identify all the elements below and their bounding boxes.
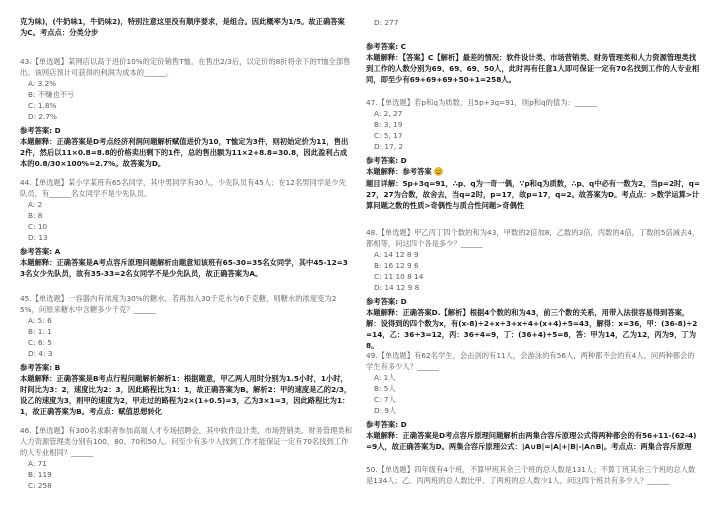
- option-text: 16 12 9 6: [383, 261, 419, 270]
- explanation: [20, 136, 352, 169]
- option-text: 17, 2: [384, 142, 403, 151]
- option-text: 1: 1: [37, 327, 52, 336]
- question-stem: [20, 177, 352, 199]
- answer-value: A: [54, 247, 61, 256]
- option-b: [366, 119, 700, 130]
- question-type-tag: 【单选题】: [31, 294, 69, 303]
- question-stem: [366, 464, 700, 486]
- option-text: 14 12 9 8: [384, 283, 420, 292]
- option-text: 4: 3: [38, 349, 53, 358]
- explanation: [20, 257, 352, 279]
- explanation-text: 正确答案是A考点容斥原理问题解析由题意知该班有65-30=35名女同学，其中45-12=33名女少先队员，故有35-33=2名女同学不是少先队员，故正确答案为A。: [20, 258, 348, 278]
- answer-value: D: [400, 297, 407, 306]
- explanation-text: 参考答案: [402, 167, 432, 176]
- option-text: 不赚也不亏: [37, 90, 75, 99]
- option-text: 9人: [384, 406, 397, 415]
- option-key: B:: [374, 261, 382, 270]
- option-key: C:: [28, 101, 36, 110]
- option-b: [20, 210, 352, 221]
- option-key: A:: [374, 109, 382, 118]
- option-c: [20, 480, 352, 491]
- explanation-label: 本题解释：: [20, 258, 57, 267]
- question-type-tag: 【单选题】: [377, 351, 415, 360]
- option-key: A:: [28, 79, 36, 88]
- question-text: 四年级有4个班，不算甲班其余三个班的总人数是131人；不算丁班其余三个班的总人数是134人；乙、丙两班的总人数比甲、丁两班的总人数少1人，问这四个班共有多少人？______: [366, 465, 696, 485]
- question-46: [20, 425, 352, 491]
- option-b: [20, 469, 352, 480]
- question-stem: [366, 350, 700, 372]
- explanation: [366, 166, 700, 178]
- question-47: [366, 97, 700, 211]
- option-key: A:: [374, 373, 382, 382]
- option-text: 258: [37, 481, 52, 490]
- option-key: B:: [28, 470, 36, 479]
- option-key: A:: [28, 459, 36, 468]
- question-text: 一容器内有浓度为30%的糖水，若再加入30千克水与6千克糖，则糖水的浓度变为25%，问原来糖水中含糖多少千克？______: [20, 294, 337, 314]
- question-number: 46.: [20, 426, 32, 435]
- question-text: 某小学某班有65名同学，其中男同学有30人，少先队员有45人；在12名男同学是少先队员，有______名女同学不是少先队员。: [20, 178, 347, 198]
- option-text: 2.7%: [38, 112, 57, 121]
- option-key: C:: [374, 395, 382, 404]
- question-46-answer: [366, 38, 700, 85]
- option-text: 1.8%: [37, 101, 57, 110]
- option-text: 1人: [383, 373, 396, 382]
- option-text: 10: [37, 222, 48, 231]
- option-b: [20, 89, 352, 100]
- option-key: A:: [374, 250, 382, 259]
- question-number: 50.: [366, 465, 378, 474]
- option-text: 3, 19: [383, 120, 403, 129]
- answer-line: [20, 125, 352, 136]
- option-a: [20, 78, 352, 89]
- explanation-label: 本题解释：: [366, 431, 403, 440]
- question-type-tag: 【单选题】: [31, 178, 69, 187]
- option-d: [20, 111, 352, 122]
- question-type-tag: 【单选题】: [377, 228, 415, 237]
- option-a: [366, 372, 700, 383]
- left-column: [20, 0, 352, 508]
- question-number: 45.: [20, 294, 32, 303]
- answer-line: [20, 362, 352, 373]
- question-50: [366, 464, 700, 486]
- smiley-icon: [434, 167, 443, 176]
- question-49: [366, 350, 700, 452]
- option-d: [20, 232, 352, 243]
- answer-value: B: [54, 363, 61, 372]
- explanation-label: 本题解释：: [20, 374, 57, 383]
- option-d: [366, 141, 700, 152]
- explanation: [366, 307, 700, 351]
- explanation-text: 正确答案D.【解析】根据4个数的和为43，前三个数的关系，用带入法很容易得到答案，解：设得到的四个数为x，有(x-8)÷2+x÷3+x÷4+(x+4)÷5=43，解得：x=36，甲：(36-8)÷2=14，乙：36÷3=12，丙：36÷4=9，丁：(36+4)÷5=8，答：甲为14，乙为12，丙为9，丁为8。: [366, 308, 698, 350]
- question-text: 有300名求职者参加高端人才专场招聘会，其中软件设计类、市场营销类、财务管理类和人力资源管理类分别有100、80、70和50人。问至少有多少人找到工作才能保证一定有70名找到工作的人专业相同？______: [20, 426, 352, 457]
- option-key: B:: [28, 90, 36, 99]
- answer-line: [366, 41, 700, 52]
- question-type-tag: 【单选题】: [377, 98, 415, 107]
- answer-value: D: [400, 156, 407, 165]
- question-text: 有62名学生，会击剑的有11人，会游泳的有56人，两种都不会的有4人，问两种都会的学生有多少人？______: [366, 351, 695, 371]
- option-c: [366, 130, 700, 141]
- answer-line: [366, 155, 700, 166]
- question-number: 47.: [366, 98, 378, 107]
- question-stem: [366, 97, 700, 108]
- option-b: [20, 326, 352, 337]
- explanation-text: 正确答案是D考点经济利润问题解析赋值进价为10，T恤定为3件，则初始定价为11，售出2件，然后以11×0.8=8.8的价格卖出剩下的1件，总的售出额为11×2+8.8=30.8，因此盈利占成本的0.8/30×100%≈2.7%。故答案为D。: [20, 137, 349, 168]
- option-key: D:: [374, 283, 383, 292]
- question-44: [20, 177, 352, 279]
- question-number: 49.: [366, 351, 378, 360]
- option-a: [20, 315, 352, 326]
- option-text: 5人: [383, 384, 396, 393]
- option-text: 3.2%: [37, 79, 57, 88]
- option-key: C:: [28, 481, 36, 490]
- option-key: A:: [28, 200, 36, 209]
- detail-label: 题目详解：: [366, 179, 403, 188]
- option-c: [366, 271, 700, 282]
- option-text: 7人: [383, 395, 396, 404]
- answer-value: D: [54, 126, 61, 135]
- option-c: [366, 394, 700, 405]
- option-d: [366, 282, 700, 293]
- option-text: 5, 17: [383, 131, 403, 140]
- option-key: D:: [28, 112, 37, 121]
- answer-line: [366, 296, 700, 307]
- option-c: [20, 221, 352, 232]
- question-46-continued: [366, 17, 700, 28]
- explanation-detail: [366, 178, 700, 211]
- answer-label: 参考答案:: [366, 42, 399, 51]
- answer-label: 参考答案:: [366, 156, 399, 165]
- answer-label: 参考答案:: [20, 247, 53, 256]
- option-text: 14 12 8 9: [383, 250, 419, 259]
- option-key: D:: [374, 406, 383, 415]
- answer-label: 参考答案:: [366, 297, 399, 306]
- explanation-label: 本题解释：: [20, 137, 57, 146]
- option-text: 2: [37, 200, 43, 209]
- option-text: 13: [38, 233, 48, 242]
- option-a: [20, 458, 352, 469]
- question-text: 某网店以高于进价10%的定价销售T恤，在售出2/3后，以定价的8折将余下的T恤全部售出。该网店预计可获得的利润为成本的______。: [20, 57, 351, 77]
- option-key: A:: [28, 316, 36, 325]
- option-key: B:: [28, 211, 36, 220]
- option-d: [366, 17, 700, 28]
- question-48: [366, 227, 700, 351]
- question-45: [20, 293, 352, 417]
- option-text: 277: [384, 18, 399, 27]
- answer-value: C: [400, 42, 407, 51]
- option-key: D:: [28, 349, 37, 358]
- question-number: 43.: [20, 57, 32, 66]
- question-number: 44.: [20, 178, 32, 187]
- option-c: [20, 100, 352, 111]
- explanation-text: 正确答案是D考点容斥原理问题解析由两集合容斥原理公式得两种都会的有56+11-(62-4)=9人，故正确答案为D。两集合容斥原理公式：|A∪B|=|A|+|B|-|A∩B|。考点点：两集合容斥原理: [366, 431, 697, 451]
- option-c: [20, 337, 352, 348]
- answer-line: [20, 246, 352, 257]
- option-text: 71: [37, 459, 47, 468]
- option-a: [366, 249, 700, 260]
- question-type-tag: 【单选题】: [377, 465, 415, 474]
- answer-line: [366, 419, 700, 430]
- option-key: C:: [374, 272, 382, 281]
- question-43: [20, 56, 352, 169]
- question-stem: [366, 227, 700, 249]
- option-text: 8: [37, 211, 43, 220]
- option-key: B:: [374, 384, 382, 393]
- explanation-text: 【答案】C【解析】最差的情况：软件设计类、市场营销类、财务管理类和人力资源管理类找到工作的人数分别为69、69、69、50人，此时再有任意1人即可保证一定有70名找到工作的人专业相同，即至少有69+69+69+50+1=258人。: [366, 53, 700, 84]
- continued-explanation-text: 克为味)，(牛奶味1，牛奶味2)，特别注意这里没有顺序要求，是组合。因此概率为1/5。故正确答案为C。考点点：分类分步: [20, 17, 345, 37]
- option-b: [366, 260, 700, 271]
- question-type-tag: 【单选题】: [31, 57, 69, 66]
- option-text: 119: [37, 470, 52, 479]
- question-text: 若p和q为质数，且5p+3q=91，则p和q的值为：______: [414, 98, 597, 107]
- question-type-tag: 【单选题】: [31, 426, 69, 435]
- answer-label: 参考答案:: [366, 420, 399, 429]
- option-a: [20, 199, 352, 210]
- option-key: D:: [28, 233, 37, 242]
- right-column: [366, 0, 700, 508]
- explanation-label: 本题解释：: [366, 53, 403, 62]
- continued-fragment: [20, 16, 352, 38]
- option-key: D:: [374, 18, 383, 27]
- option-text: 11 10 8 14: [383, 272, 424, 281]
- answer-label: 参考答案:: [20, 363, 53, 372]
- explanation-label: 本题解释：: [366, 167, 403, 176]
- explanation-label: 本题解释：: [366, 308, 403, 317]
- option-key: C:: [374, 131, 382, 140]
- answer-label: 参考答案:: [20, 126, 53, 135]
- explanation-text: 正确答案是B考点行程问题解析解析1：根据题意，甲乙两人用时分别为1.5小时，1小时，时间比为3：2，速度比为2：3，因此路程比为1：1，故正确答案为B。解析2：甲的速度是乙的2/3，设乙的速度为3，则甲的速度为2，甲走过的路程为2×(1+0.5)=3，乙为3×1=3，因此路程比为1：1，故正确答案为B。考点点：赋值思想转化: [20, 374, 352, 416]
- explanation: [20, 373, 352, 417]
- option-text: 5: 6: [37, 316, 52, 325]
- question-stem: [20, 425, 352, 458]
- question-number: 48.: [366, 228, 378, 237]
- option-d: [20, 348, 352, 359]
- option-key: C:: [28, 222, 36, 231]
- option-a: [366, 108, 700, 119]
- question-text: 甲乙丙丁四个数的和为43，甲数的2倍加8，乙数的3倍，丙数的4倍，丁数的5倍减去4，都相等，问这四个各是多少？______: [366, 228, 700, 248]
- option-d: [366, 405, 700, 416]
- option-key: D:: [374, 142, 383, 151]
- question-stem: [20, 56, 352, 78]
- explanation: [366, 430, 700, 452]
- option-b: [366, 383, 700, 394]
- answer-value: D: [400, 420, 407, 429]
- detail-text: 5p+3q=91，∴p、q为一奇一偶，∵p和q为质数，∴p、q中必有一数为2，当p=2时，q=27，27为合数，故舍去，当q=2时，p=17，故p=17，q=2。故答案为D。考点点：>数学运算>计算问题之数的性质>奇偶性与质合性问题>奇偶性: [366, 179, 700, 210]
- option-text: 2, 27: [383, 109, 403, 118]
- option-key: C:: [28, 338, 36, 347]
- option-key: B:: [28, 327, 36, 336]
- option-text: 6: 5: [37, 338, 52, 347]
- explanation: [366, 52, 700, 85]
- option-key: B:: [374, 120, 382, 129]
- question-stem: [20, 293, 352, 315]
